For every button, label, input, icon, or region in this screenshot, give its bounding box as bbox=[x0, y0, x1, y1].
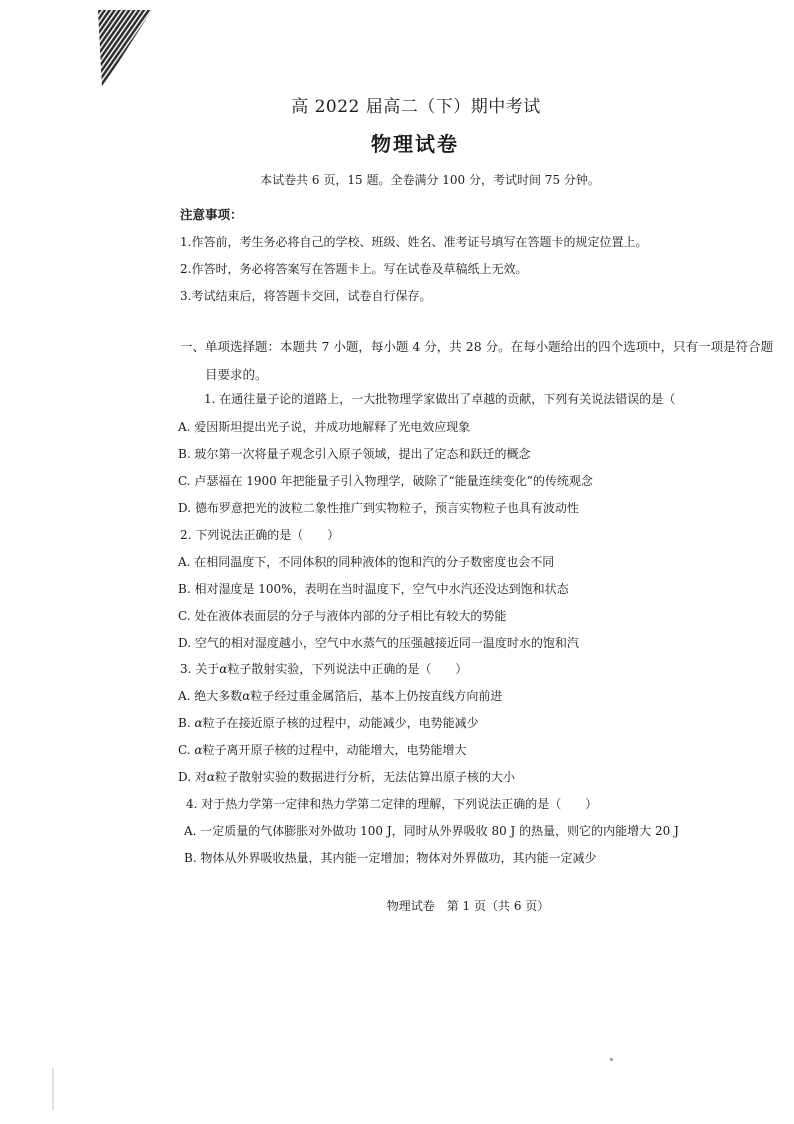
page-footer: 物理试卷 第 1 页（共 6 页） bbox=[386, 899, 550, 913]
alpha-symbol: α bbox=[206, 770, 215, 784]
alpha-symbol: α bbox=[219, 662, 228, 676]
option-pre: A. 绝大多数 bbox=[178, 689, 243, 703]
question-option: B. 物体从外界吸收热量，其内能一定增加；物体对外界做功，其内能一定减少 bbox=[184, 851, 597, 865]
option-post: 粒子经过重金属箔后，基本上仍按直线方向前进 bbox=[250, 689, 503, 703]
subject-title: 物理试卷 bbox=[371, 132, 459, 156]
question-option: C. 处在液体表面层的分子与液体内部的分子相比有较大的势能 bbox=[178, 609, 507, 623]
question-stem bbox=[180, 661, 467, 677]
question-stem: 2. 下列说法正确的是（ ） bbox=[180, 528, 340, 542]
stem-pre: 3. 关于 bbox=[180, 662, 220, 676]
question-option: B. 相对湿度是 100%，表明在当时温度下，空气中水汽还没达到饱和状态 bbox=[178, 582, 569, 596]
scan-edge-mark bbox=[52, 1068, 54, 1110]
notes-heading: 注意事项： bbox=[180, 207, 243, 222]
stem-post: 粒子散射实验，下列说法中正确的是（ ） bbox=[227, 662, 468, 676]
exam-intro: 本试卷共 6 页，15 题。全卷满分 100 分，考试时间 75 分钟。 bbox=[260, 173, 600, 187]
note-item: 3.考试结束后，将答题卡交回，试卷自行保存。 bbox=[180, 289, 432, 303]
option-pre: B. bbox=[178, 716, 195, 730]
question-option bbox=[178, 769, 515, 785]
option-post: 粒子在接近原子核的过程中，动能减少，电势能减少 bbox=[202, 716, 479, 730]
question-option: B. 玻尔第一次将量子观念引入原子领域，提出了定态和跃迁的概念 bbox=[178, 447, 531, 461]
scan-corner-watermark bbox=[98, 8, 154, 90]
option-post: 粒子散射实验的数据进行分析，无法估算出原子核的大小 bbox=[214, 770, 515, 784]
note-item: 1.作答前，考生务必将自己的学校、班级、姓名、准考证号填写在答题卡的规定位置上。 bbox=[180, 235, 648, 249]
question-option bbox=[178, 715, 479, 731]
alpha-symbol: α bbox=[194, 716, 203, 730]
question-option: D. 空气的相对湿度越小，空气中水蒸气的压强越接近同一温度时水的饱和汽 bbox=[178, 636, 579, 650]
section-heading: 一、单项选择题：本题共 7 小题，每小题 4 分，共 28 分。在每小题给出的四个选项中，只有一项是符合题 bbox=[180, 339, 774, 354]
question-option: A. 一定质量的气体膨胀对外做功 100 J，同时从外界吸收 80 J 的热量，则它的内能增大 20 J bbox=[184, 824, 679, 838]
question-stem: 1. 在通往量子论的道路上，一大批物理学家做出了卓越的贡献，下列有关说法错误的是（ bbox=[204, 392, 676, 406]
alpha-symbol: α bbox=[194, 743, 203, 757]
option-pre: D. 对 bbox=[178, 770, 207, 784]
question-option bbox=[178, 688, 502, 704]
exam-title: 高 2022 届高二（下）期中考试 bbox=[291, 97, 541, 117]
question-option: C. 卢瑟福在 1900 年把能量子引入物理学，破除了“能量连续变化”的传统观念 bbox=[178, 474, 593, 488]
section-heading-cont: 目要求的。 bbox=[205, 367, 268, 382]
scan-dot-mark bbox=[610, 1058, 613, 1061]
question-option bbox=[178, 742, 467, 758]
option-post: 粒子离开原子核的过程中，动能增大，电势能增大 bbox=[202, 743, 467, 757]
question-option: A. 在相同温度下，不同体积的同种液体的饱和汽的分子数密度也会不同 bbox=[178, 555, 555, 569]
question-option: A. 爱因斯坦提出光子说，并成功地解释了光电效应现象 bbox=[178, 420, 471, 434]
alpha-symbol: α bbox=[242, 689, 251, 703]
question-option: D. 德布罗意把光的波粒二象性推广到实物粒子，预言实物粒子也具有波动性 bbox=[178, 501, 579, 515]
note-item: 2.作答时，务必将答案写在答题卡上。写在试卷及草稿纸上无效。 bbox=[180, 262, 528, 276]
question-stem: 4. 对于热力学第一定律和热力学第二定律的理解，下列说法正确的是（ ） bbox=[186, 797, 598, 811]
option-pre: C. bbox=[178, 743, 195, 757]
